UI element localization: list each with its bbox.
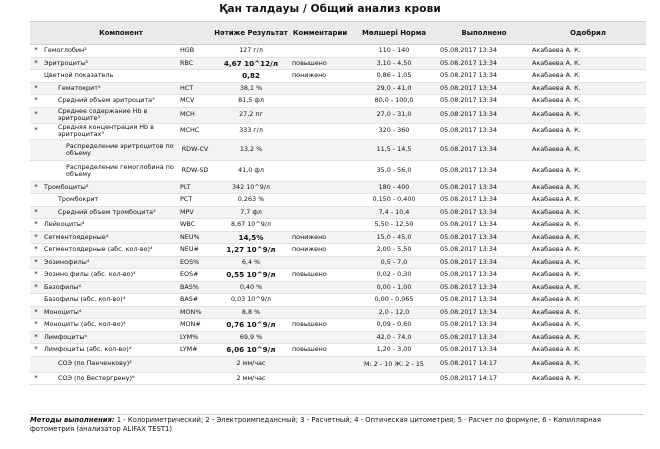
reference-range: 0,150 - 0,400 <box>350 194 438 207</box>
row-marker: * <box>30 269 42 282</box>
row-marker: * <box>30 256 42 269</box>
row-marker: * <box>30 231 42 244</box>
completed-date: 05.08.2017 13:34 <box>438 82 530 95</box>
result-comment <box>290 306 350 319</box>
row-marker: * <box>30 372 42 385</box>
approved-by: Акабаева А. К. <box>530 45 646 58</box>
result-comment <box>290 372 350 385</box>
approved-by: Акабаева А. К. <box>530 160 646 181</box>
row-marker: * <box>30 244 42 257</box>
component-code: MON% <box>178 306 212 319</box>
component-name: Моноциты⁴ <box>42 306 178 319</box>
component-code: PCT <box>178 194 212 207</box>
completed-date: 05.08.2017 13:34 <box>438 57 530 70</box>
approved-by: Акабаева А. К. <box>530 344 646 357</box>
approved-by: Акабаева А. К. <box>530 123 646 139</box>
result-comment: повышено <box>290 344 350 357</box>
reference-range: 320 - 360 <box>350 123 438 139</box>
component-code: HGB <box>178 45 212 58</box>
result-comment: понижено <box>290 231 350 244</box>
completed-date: 05.08.2017 13:34 <box>438 269 530 282</box>
reference-range: 27,0 - 31,0 <box>350 107 438 123</box>
approved-by: Акабаева А. К. <box>530 206 646 219</box>
component-code: BAS# <box>178 294 212 307</box>
component-code: RBC <box>178 57 212 70</box>
reference-range: 80,0 - 100,0 <box>350 95 438 108</box>
component-code: RDW-SD <box>178 160 212 181</box>
result-comment <box>290 219 350 232</box>
reference-range: 15,0 - 45,0 <box>350 231 438 244</box>
table-row <box>30 160 646 181</box>
component-code: LYM% <box>178 331 212 344</box>
result-comment <box>290 256 350 269</box>
table-row <box>30 82 646 95</box>
result-comment: понижено <box>290 244 350 257</box>
completed-date: 05.08.2017 13:34 <box>438 319 530 332</box>
reference-range: 2,0 - 12,0 <box>350 306 438 319</box>
result-value: 0,76 10^9/л <box>212 319 290 332</box>
component-name: Гематокрит³ <box>42 82 178 95</box>
approved-by: Акабаева А. К. <box>530 331 646 344</box>
table-row <box>30 139 646 160</box>
methods-text: 1 - Колориметрический; 2 - Электроимпедансный; 3 - Расчетный; 4 - Оптическая цитометрия; 5 - Расчет по формуле; 6 - Капиллярная фотометрия (анализатор ALIFAX TEST1) <box>30 416 601 433</box>
component-code: MPV <box>178 206 212 219</box>
table-row <box>30 256 646 269</box>
result-value: 0,55 10^9/л <box>212 269 290 282</box>
result-comment <box>290 95 350 108</box>
table-row <box>30 294 646 307</box>
approved-by: Акабаева А. К. <box>530 107 646 123</box>
completed-date: 05.08.2017 13:34 <box>438 123 530 139</box>
row-marker: * <box>30 123 42 139</box>
result-value: 7,7 фл <box>212 206 290 219</box>
reference-range: 1,20 - 3,00 <box>350 344 438 357</box>
table-row <box>30 181 646 194</box>
row-marker: * <box>30 306 42 319</box>
reference-range: 5,50 - 12,50 <box>350 219 438 232</box>
table-row <box>30 45 646 58</box>
component-name: Моноциты (абс. кол-во)⁴ <box>42 319 178 332</box>
table-row <box>30 231 646 244</box>
component-code: EOS# <box>178 269 212 282</box>
approved-by: Акабаева А. К. <box>530 219 646 232</box>
result-value: 342 10^9/л <box>212 181 290 194</box>
component-code <box>178 70 212 83</box>
approved-by: Акабаева А. К. <box>530 319 646 332</box>
table-row <box>30 70 646 83</box>
row-marker: * <box>30 344 42 357</box>
completed-date: 05.08.2017 13:34 <box>438 294 530 307</box>
completed-date: 05.08.2017 13:34 <box>438 306 530 319</box>
result-value: 333 г/л <box>212 123 290 139</box>
result-value: 6,4 % <box>212 256 290 269</box>
approved-by: Акабаева А. К. <box>530 95 646 108</box>
component-code: NEU# <box>178 244 212 257</box>
result-value: 14,5% <box>212 231 290 244</box>
result-comment: повышено <box>290 269 350 282</box>
row-marker: * <box>30 181 42 194</box>
col-header-norm-text: Мөлшері Норма <box>361 29 427 37</box>
completed-date: 05.08.2017 13:34 <box>438 219 530 232</box>
completed-date: 05.08.2017 13:34 <box>438 194 530 207</box>
result-comment <box>290 294 350 307</box>
result-comment: понижено <box>290 70 350 83</box>
approved-by: Акабаева А. К. <box>530 294 646 307</box>
reference-range: 0,00 - 0,065 <box>350 294 438 307</box>
approved-by: Акабаева А. К. <box>530 281 646 294</box>
component-name: Средний объем тромбоцита³ <box>42 206 178 219</box>
reference-range: 29,0 - 41,0 <box>350 82 438 95</box>
result-value: 8,8 % <box>212 306 290 319</box>
completed-date: 05.08.2017 13:34 <box>438 160 530 181</box>
table-row <box>30 219 646 232</box>
result-value: 2 мм/час <box>212 372 290 385</box>
component-name: Среднее содержание Hb в эритроците³ <box>42 107 178 123</box>
reference-range: 180 - 400 <box>350 181 438 194</box>
component-code <box>178 356 212 372</box>
result-value: 4,67 10^12/л <box>212 57 290 70</box>
row-marker: * <box>30 57 42 70</box>
component-name: Лейкоциты⁴ <box>42 219 178 232</box>
component-name: СОЭ (по Панченкову)² <box>42 356 178 372</box>
approved-by: Акабаева А. К. <box>530 244 646 257</box>
table-row <box>30 206 646 219</box>
row-marker: * <box>30 95 42 108</box>
table-row <box>30 244 646 257</box>
component-code: NEU% <box>178 231 212 244</box>
component-name: СОЭ (по Вестергрену)⁶ <box>42 372 178 385</box>
reference-range: 0,5 - 7,0 <box>350 256 438 269</box>
component-name: Эозино филы (абс. кол-во)⁴ <box>42 269 178 282</box>
approved-by: Акабаева А. К. <box>530 139 646 160</box>
completed-date: 05.08.2017 13:34 <box>438 70 530 83</box>
result-value: 13,2 % <box>212 139 290 160</box>
col-header-result <box>212 22 290 45</box>
row-marker <box>30 160 42 181</box>
approved-by: Акабаева А. К. <box>530 231 646 244</box>
report-title: Қан талдауы / Общий анализ крови <box>219 3 441 15</box>
reference-range: М: 2 - 10 Ж: 2 - 15 <box>350 356 438 372</box>
reference-range: 2,00 - 5,50 <box>350 244 438 257</box>
component-name: Базофилы⁴ <box>42 281 178 294</box>
methods-footer <box>30 414 644 434</box>
component-name: Сегментоядерные⁴ <box>42 231 178 244</box>
completed-date: 05.08.2017 13:34 <box>438 206 530 219</box>
component-name: Цветной показатель <box>42 70 178 83</box>
result-comment: повышено <box>290 57 350 70</box>
component-code <box>178 372 212 385</box>
approved-by: Акабаева А. К. <box>530 70 646 83</box>
result-value: 38,1 % <box>212 82 290 95</box>
result-value: 6,06 10^9/л <box>212 344 290 357</box>
row-marker <box>30 294 42 307</box>
row-marker: * <box>30 107 42 123</box>
component-code: LYM# <box>178 344 212 357</box>
approved-by: Акабаева А. К. <box>530 82 646 95</box>
component-code: MCH <box>178 107 212 123</box>
component-name: Средняя концентрация Hb в эритроцитах³ <box>42 123 178 139</box>
component-code: MCHC <box>178 123 212 139</box>
result-comment <box>290 194 350 207</box>
component-name: Базофилы (абс. кол-во)⁴ <box>42 294 178 307</box>
table-row <box>30 344 646 357</box>
table-row <box>30 123 646 139</box>
component-code: WBC <box>178 219 212 232</box>
table-row <box>30 356 646 372</box>
completed-date: 05.08.2017 13:34 <box>438 244 530 257</box>
reference-range: 7,4 - 10,4 <box>350 206 438 219</box>
row-marker <box>30 194 42 207</box>
component-code: RDW-CV <box>178 139 212 160</box>
completed-date: 05.08.2017 13:34 <box>438 107 530 123</box>
component-name: Распределение эритроцитов по объему <box>42 139 178 160</box>
table-row <box>30 372 646 385</box>
col-header-component: Компонент <box>30 22 212 45</box>
completed-date: 05.08.2017 13:34 <box>438 95 530 108</box>
methods-label: Методы выполнения: <box>30 416 115 424</box>
result-comment: повышено <box>290 319 350 332</box>
row-marker: * <box>30 331 42 344</box>
approved-by: Акабаева А. К. <box>530 356 646 372</box>
completed-date: 05.08.2017 13:34 <box>438 181 530 194</box>
result-value: 69,9 % <box>212 331 290 344</box>
approved-by: Акабаева А. К. <box>530 256 646 269</box>
col-header-comments: Комментарии <box>290 22 350 45</box>
row-marker: * <box>30 45 42 58</box>
component-code: MON# <box>178 319 212 332</box>
result-comment <box>290 82 350 95</box>
completed-date: 05.08.2017 14:17 <box>438 372 530 385</box>
component-name: Тромбоциты² <box>42 181 178 194</box>
completed-date: 05.08.2017 14:17 <box>438 356 530 372</box>
reference-range: 0,02 - 0,30 <box>350 269 438 282</box>
table-row <box>30 319 646 332</box>
reference-range: 42,0 - 74,0 <box>350 331 438 344</box>
reference-range: 110 - 140 <box>350 45 438 58</box>
row-marker <box>30 139 42 160</box>
reference-range: 0,00 - 1,00 <box>350 281 438 294</box>
result-value: 0,40 % <box>212 281 290 294</box>
reference-range <box>350 372 438 385</box>
reference-range: 0,86 - 1,05 <box>350 70 438 83</box>
col-header-done: Выполнено <box>438 22 530 45</box>
component-name: Лимфоциты⁴ <box>42 331 178 344</box>
component-name: Средний объем эритроцита³ <box>42 95 178 108</box>
col-header-norm <box>350 22 438 45</box>
approved-by: Акабаева А. К. <box>530 372 646 385</box>
result-value: 127 г/л <box>212 45 290 58</box>
result-comment <box>290 139 350 160</box>
row-marker: * <box>30 219 42 232</box>
component-name: Сегментоядерные (абс. кол-во)⁴ <box>42 244 178 257</box>
approved-by: Акабаева А. К. <box>530 194 646 207</box>
result-comment <box>290 331 350 344</box>
result-value: 0,03 10^9/л <box>212 294 290 307</box>
reference-range: 3,10 - 4,50 <box>350 57 438 70</box>
component-name: Гемоглобин² <box>42 45 178 58</box>
reference-range: 11,5 - 14,5 <box>350 139 438 160</box>
component-name: Тромбокрит <box>42 194 178 207</box>
table-row <box>30 57 646 70</box>
row-marker: * <box>30 319 42 332</box>
table-row <box>30 281 646 294</box>
component-code: HCT <box>178 82 212 95</box>
component-code: BAS% <box>178 281 212 294</box>
component-code: PLT <box>178 181 212 194</box>
result-comment <box>290 45 350 58</box>
col-header-result-text: Нәтиже Результат <box>214 29 288 37</box>
result-value: 1,27 10^9/л <box>212 244 290 257</box>
row-marker: * <box>30 82 42 95</box>
component-code: EOS% <box>178 256 212 269</box>
row-marker <box>30 356 42 372</box>
row-marker: * <box>30 206 42 219</box>
result-comment <box>290 160 350 181</box>
col-header-approved: Одобрил <box>530 22 646 45</box>
result-value: 2 мм/час <box>212 356 290 372</box>
approved-by: Акабаева А. К. <box>530 306 646 319</box>
result-value: 81,5 фл <box>212 95 290 108</box>
completed-date: 05.08.2017 13:34 <box>438 256 530 269</box>
result-comment <box>290 206 350 219</box>
table-header-row <box>30 22 646 45</box>
completed-date: 05.08.2017 13:34 <box>438 281 530 294</box>
reference-range: 35,0 - 56,0 <box>350 160 438 181</box>
table-row <box>30 95 646 108</box>
completed-date: 05.08.2017 13:34 <box>438 331 530 344</box>
results-table <box>30 21 646 385</box>
result-comment <box>290 281 350 294</box>
completed-date: 05.08.2017 13:34 <box>438 231 530 244</box>
row-marker <box>30 70 42 83</box>
result-value: 0,82 <box>212 70 290 83</box>
approved-by: Акабаева А. К. <box>530 269 646 282</box>
result-value: 41,0 фл <box>212 160 290 181</box>
component-name: Лимфоциты (абс. кол-во)⁴ <box>42 344 178 357</box>
component-name: Эритроциты² <box>42 57 178 70</box>
result-comment <box>290 181 350 194</box>
result-comment <box>290 107 350 123</box>
approved-by: Акабаева А. К. <box>530 181 646 194</box>
component-code: MCV <box>178 95 212 108</box>
table-row <box>30 107 646 123</box>
completed-date: 05.08.2017 13:34 <box>438 45 530 58</box>
component-name: Эозинофилы⁴ <box>42 256 178 269</box>
reference-range: 0,09 - 0,60 <box>350 319 438 332</box>
completed-date: 05.08.2017 13:34 <box>438 344 530 357</box>
result-value: 8,67 10^9/л <box>212 219 290 232</box>
result-value: 27,2 пг <box>212 107 290 123</box>
approved-by: Акабаева А. К. <box>530 57 646 70</box>
table-row <box>30 194 646 207</box>
table-row <box>30 269 646 282</box>
completed-date: 05.08.2017 13:34 <box>438 139 530 160</box>
result-comment <box>290 123 350 139</box>
result-value: 0,263 % <box>212 194 290 207</box>
table-row <box>30 306 646 319</box>
row-marker: * <box>30 281 42 294</box>
table-row <box>30 331 646 344</box>
component-name: Распределение гемоглобина по объему <box>42 160 178 181</box>
result-comment <box>290 356 350 372</box>
